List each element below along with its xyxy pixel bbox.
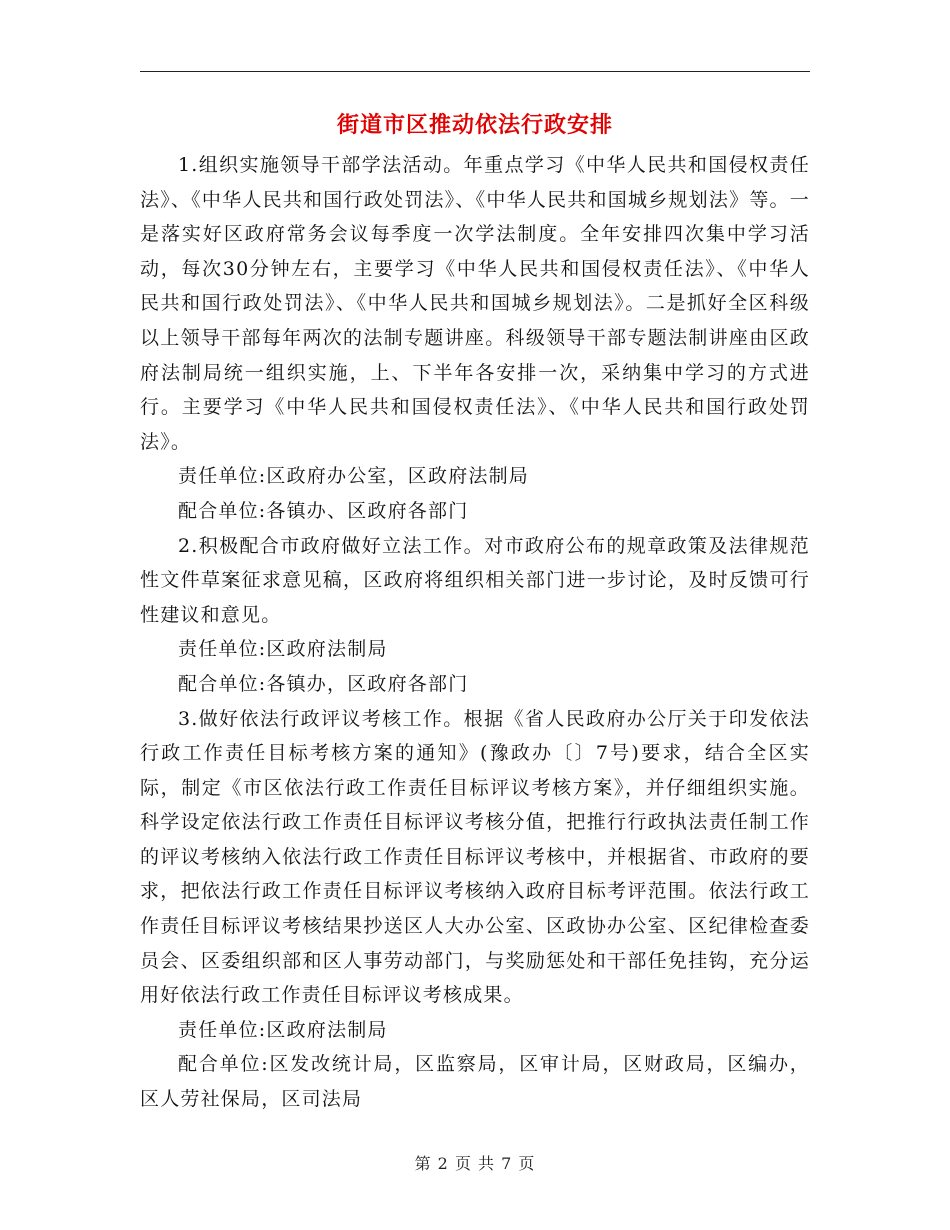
paragraph-item-1-intro: 1.组织实施领导干部学法活动。年重点学习《中华人民共和国侵权责任法》、《中华人民共和国行政处罚法》、《中华人民共和国城乡规划法》等。一是落实好区政府常务会议每季度一次学法制度。全年安排四次集中学习活动，每次30分钟左右，主要学习《中华人民共和国侵权责任法》、《中华人民共和国行政处罚法》、《中华人民共和国城乡规划法》。二是抓好全区科级以上领导干部每年两次的法制专题讲座。科级领导干部专题法制讲座由区政府法制局统一组织实施，上、下半年各安排一次，采纳集中学习的方式进行。主要学习《中华人民共和国侵权责任法》、《中华人民共和国行政处罚法》。 bbox=[140, 154, 810, 453]
paragraph-item-2-cooperating: 配合单位:各镇办，区政府各部门 bbox=[178, 672, 469, 695]
page-number: 第 2 页 共 7 页 bbox=[414, 1154, 536, 1173]
paragraph-item-2-intro: 2.积极配合市政府做好立法工作。对市政府公布的规章政策及法律规范性文件草案征求意见稿，区政府将组织相关部门进一步讨论，及时反馈可行性建议和意见。 bbox=[140, 534, 810, 626]
document-body bbox=[140, 148, 810, 1117]
paragraph-item-1-cooperating: 配合单位:各镇办、区政府各部门 bbox=[178, 499, 469, 522]
paragraph-item-2-responsible: 责任单位:区政府法制局 bbox=[178, 638, 388, 661]
header-rule bbox=[140, 71, 810, 72]
paragraph-item-1-responsible: 责任单位:区政府办公室，区政府法制局 bbox=[178, 465, 530, 488]
paragraph-item-3-intro: 3.做好依法行政评议考核工作。根据《省人民政府办公厅关于印发依法行政工作责任目标考核方案的通知》(豫政办〔〕7号)要求，结合全区实际，制定《市区依法行政工作责任目标评议考核方案》，并仔细组织实施。科学设定依法行政工作责任目标评议考核分值，把推行行政执法责任制工作的评议考核纳入依法行政工作责任目标评议考核中，并根据省、市政府的要求，把依法行政工作责任目标评议考核纳入政府目标考评范围。依法行政工作责任目标评议考核结果抄送区人大办公室、区政协办公室、区纪律检查委员会、区委组织部和区人事劳动部门，与奖励惩处和干部任免挂钩，充分运用好依法行政工作责任目标评议考核成果。 bbox=[140, 707, 810, 1007]
paragraph-item-3-cooperating: 配合单位:区发改统计局，区监察局，区审计局，区财政局，区编办，区人劳社保局，区司法局 bbox=[140, 1053, 810, 1111]
paragraph-item-3-responsible: 责任单位:区政府法制局 bbox=[178, 1018, 388, 1041]
document-title: 街道市区推动依法行政安排 bbox=[336, 112, 613, 138]
